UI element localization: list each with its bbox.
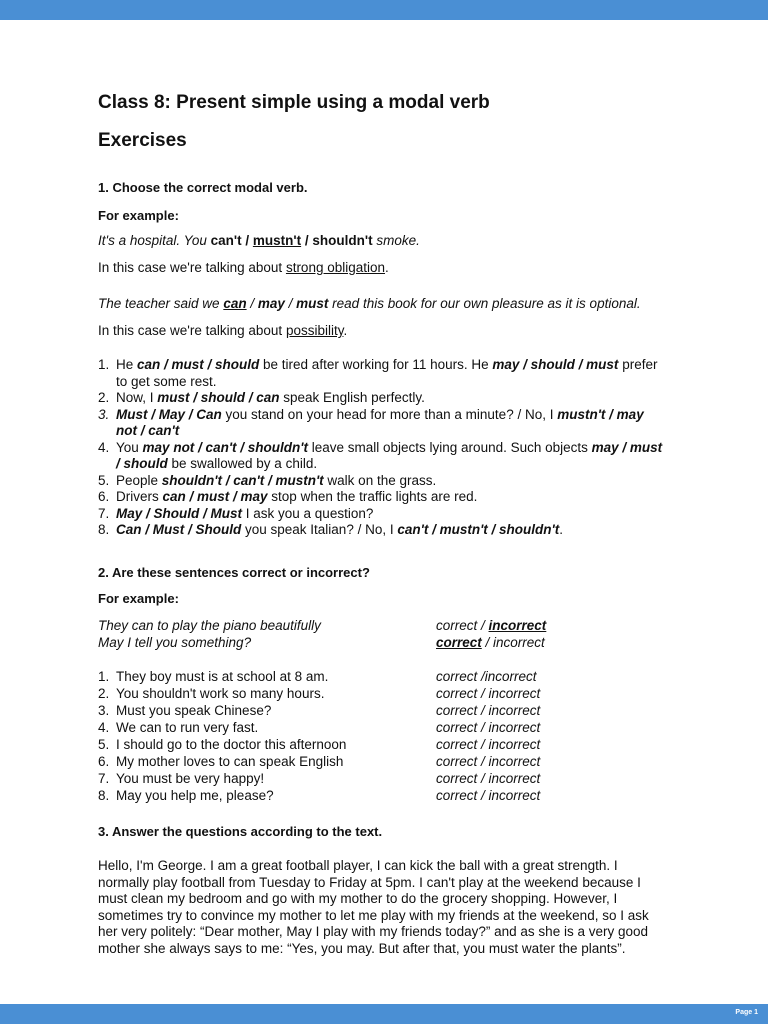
item-number: 7. — [98, 771, 110, 786]
sentence-row — [98, 737, 558, 752]
item-text: speak English perfectly. — [279, 390, 425, 405]
sentence-text: We can to run very fast. — [116, 720, 259, 735]
example2-sentence: The teacher said we can / may / must read this book for our own pleasure as it is optional. — [98, 296, 641, 311]
sentence-text: They boy must is at school at 8 am. — [116, 669, 329, 684]
reading-text: Hello, I'm George. I am a great football player, I can kick the ball with a great strength. I normally play football from Tuesday to Friday at 5pm. I can't play at the weekend because I must clean my bedroom and go with my mother to do the grocery shopping. However, I sometimes try to convince my mother to let me play with my friends at the weekend, so I ask her very politely: “Dear mother, May I play with my friends today?” and as she is a very good mother she always says to me: “Yes, you may. But after that, you must water the plants”. — [98, 858, 649, 956]
page-subtitle: Exercises — [98, 130, 187, 151]
answer-options: correct /incorrect — [436, 669, 537, 684]
modal-options: may / should / must — [492, 357, 619, 372]
modal-options: can / must / should — [137, 357, 260, 372]
exercise-item — [98, 522, 668, 539]
section1-exercise-list — [98, 357, 668, 539]
item-text: stop when the traffic lights are red. — [267, 489, 478, 504]
section1-heading: 1. Choose the correct modal verb. — [98, 180, 308, 195]
item-number: 1. — [98, 357, 110, 372]
modal-options: mustn't / may not / can't — [116, 406, 644, 438]
modal-options: May / Should / Must — [116, 505, 243, 521]
item-text: you stand on your head for more than a minute? / No, I — [221, 406, 558, 422]
example2-note: In this case we're talking about possibility. — [98, 323, 348, 338]
footer-bar — [0, 1004, 768, 1024]
item-text: . — [559, 522, 563, 537]
modal-options: may not / can't / shouldn't — [142, 439, 308, 455]
answer-options: correct / incorrect — [436, 737, 541, 752]
sentence-row — [98, 754, 558, 769]
section1-for-example: For example: — [98, 208, 179, 223]
sentence-text: You shouldn't work so many hours. — [116, 686, 325, 701]
section2-example-row: They can to play the piano beautifully correct / incorrect — [98, 618, 547, 633]
item-text: be tired after working for 11 hours. He — [259, 357, 493, 372]
item-number: 5. — [98, 737, 110, 752]
sentence-row — [98, 771, 558, 786]
modal-options: shouldn't / can't / mustn't — [161, 472, 324, 488]
sentence-row — [98, 669, 558, 684]
item-number: 4. — [98, 439, 110, 455]
sentence-text: Must you speak Chinese? — [116, 703, 272, 718]
example1-sentence: It's a hospital. You can't / mustn't / shouldn't smoke. — [98, 233, 420, 248]
item-text: you speak Italian? / No, I — [241, 522, 398, 537]
item-number: 2. — [98, 686, 110, 701]
exercise-item — [98, 357, 668, 390]
item-text: I ask you a question? — [242, 505, 374, 521]
modal-options: may / must / should — [116, 439, 663, 471]
page-number: Page 1 — [735, 1009, 758, 1016]
item-text: He — [116, 357, 138, 372]
item-text: You — [116, 439, 143, 455]
modal-options: Can / Must / Should — [116, 522, 242, 537]
item-text: People — [116, 472, 162, 488]
item-number: 8. — [98, 788, 110, 803]
answer-options: correct / incorrect — [436, 788, 541, 803]
exercise-item — [98, 390, 668, 407]
sentence-text: My mother loves to can speak English — [116, 754, 344, 769]
modal-options: can't / mustn't / shouldn't — [397, 522, 560, 537]
exercise-item — [98, 407, 668, 440]
example1-note: In this case we're talking about strong obligation. — [98, 260, 389, 275]
sentence-text: May you help me, please? — [116, 788, 274, 803]
answer-options: correct / incorrect — [436, 686, 541, 701]
exercise-item — [98, 489, 668, 506]
modal-options: can / must / may — [162, 489, 268, 504]
item-text: Drivers — [116, 489, 163, 504]
exercise-item — [98, 473, 668, 490]
sentence-text: You must be very happy! — [116, 771, 265, 786]
item-number: 6. — [98, 489, 110, 504]
item-number: 6. — [98, 754, 110, 769]
item-number: 3. — [98, 406, 110, 422]
page-title: Class 8: Present simple using a modal verb — [98, 92, 490, 113]
section2-heading: 2. Are these sentences correct or incorrect? — [98, 565, 370, 580]
item-number: 7. — [98, 505, 110, 521]
modal-options: Must / May / Can — [116, 406, 222, 422]
item-text: be swallowed by a child. — [167, 456, 318, 471]
section2-for-example: For example: — [98, 591, 179, 606]
answer-options: correct / incorrect — [436, 720, 541, 735]
answer-options: correct / incorrect — [436, 771, 541, 786]
sentence-row — [98, 703, 558, 718]
modal-options: must / should / can — [157, 390, 280, 405]
item-number: 3. — [98, 703, 110, 718]
item-text: prefer to get some rest. — [116, 357, 658, 389]
section3-heading: 3. Answer the questions according to the text. — [98, 824, 383, 839]
item-text: leave small objects lying around. Such objects — [307, 439, 592, 455]
answer-options: correct / incorrect — [436, 754, 541, 769]
header-bar — [0, 0, 768, 20]
sentence-text: I should go to the doctor this afternoon — [116, 737, 347, 752]
sentence-row — [98, 788, 558, 803]
item-text: walk on the grass. — [323, 472, 437, 488]
exercise-item — [98, 440, 668, 473]
exercise-item — [98, 506, 668, 523]
item-number: 4. — [98, 720, 110, 735]
item-text: Now, I — [116, 390, 158, 405]
item-number: 1. — [98, 669, 110, 684]
sentence-row — [98, 720, 558, 735]
answer-options: correct / incorrect — [436, 703, 541, 718]
item-number: 8. — [98, 522, 110, 537]
item-number: 2. — [98, 390, 110, 405]
section2-example-row: May I tell you something? correct / incorrect — [98, 635, 545, 650]
item-number: 5. — [98, 472, 110, 488]
sentence-row — [98, 686, 558, 701]
